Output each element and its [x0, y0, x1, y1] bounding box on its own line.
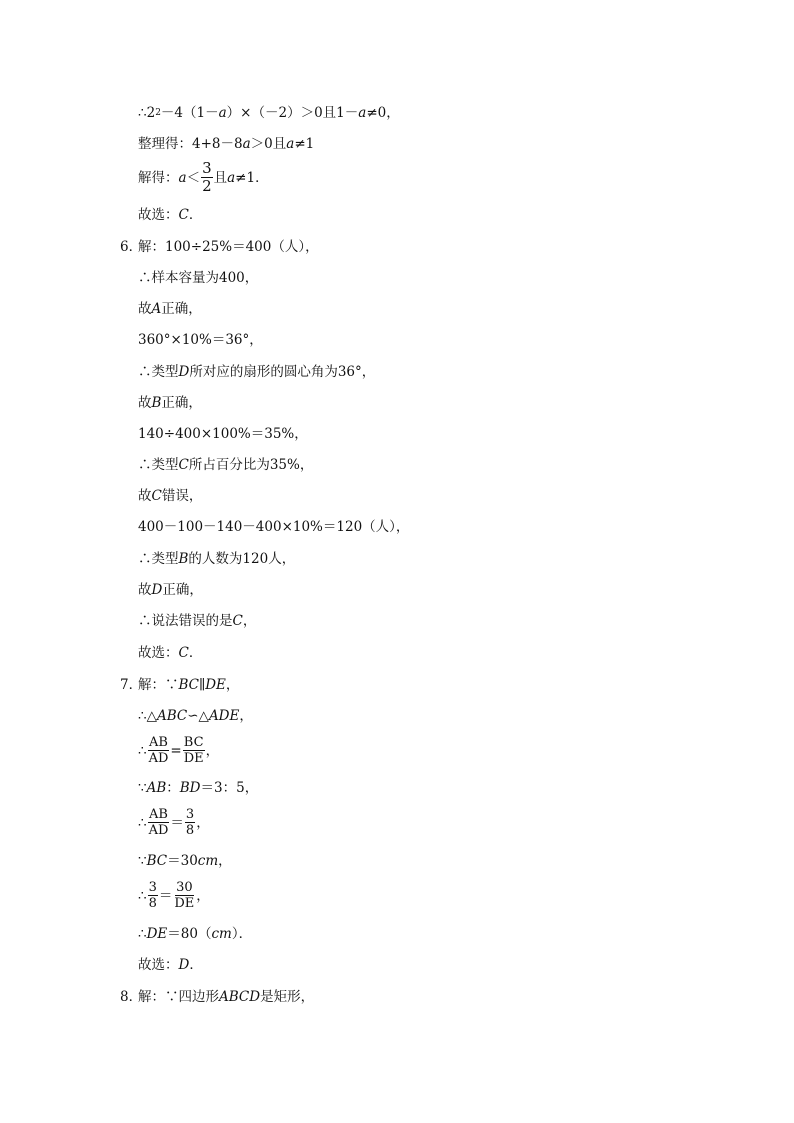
q6-line-6: 故 B 正确，: [138, 395, 202, 411]
q6-line-11: ∴类型 B 的人数为120人，: [138, 551, 296, 567]
q5-simplify-line: 整理得：4+8－8 a ＞0且 a ≠1: [138, 136, 315, 152]
q8-number: 8．: [120, 989, 143, 1005]
q5-solution-line: 解得： a ＜ $\frac{3}{2}$ 且 a ≠1．: [138, 159, 269, 195]
q7-line-2: ∴△ ABC ∽△ ADE ，: [138, 708, 253, 724]
q8-line-1: 解：∵四边形 ABCD 是矩形，: [138, 989, 315, 1005]
q7-line-1: 解：∵ BC∥DE ，: [138, 677, 240, 693]
q7-answer-line: 故选： D ．: [138, 957, 203, 973]
q6-line-10: 400－100－140－400×10%＝120（人），: [138, 519, 410, 535]
q7-line-6: ∵ BC ＝30 cm ，: [138, 853, 232, 869]
q6-line-7: 140÷400×100%＝35%，: [138, 426, 308, 442]
fraction-three-eighths: $\frac{3}{8}$: [185, 807, 195, 838]
q6-line-12: 故 D 正确，: [138, 582, 203, 598]
q6-line-8: ∴类型 C 所占百分比为35%，: [138, 457, 314, 473]
q7-line-4: ∵ AB ： BD ＝3：5，: [138, 780, 259, 796]
q6-line-2: ∴样本容量为400，: [138, 270, 259, 286]
fraction-ab-ad: $\frac{AB}{AD}$: [148, 735, 169, 766]
q7-line-5: ∴ $\frac{AB}{AD}$ ＝ $\frac{3}{8}$ ，: [138, 807, 210, 838]
q6-line-3: 故 A 正确，: [138, 301, 202, 317]
fraction-bc-de: $\frac{BC}{DE}$: [183, 735, 204, 766]
q6-number: 6．: [120, 239, 143, 255]
q5-inequality-line: ∴2 2 －4（1－ a ）×（－2）＞0且1－ a ≠0，: [138, 105, 400, 121]
q6-line-5: ∴类型 D 所对应的扇形的圆心角为36°，: [138, 364, 376, 380]
q6-line-13: ∴说法错误的是 C ，: [138, 613, 257, 629]
fraction-ab-ad: $\frac{AB}{AD}$: [148, 807, 169, 838]
fraction-three-halves: $\frac{3}{2}$: [202, 159, 212, 195]
fraction-three-eighths: $\frac{3}{8}$: [148, 880, 157, 911]
q7-line-7: ∴ $\frac{3}{8}$ ＝ $\frac{30}{DE}$ ，: [138, 880, 210, 911]
q7-number: 7．: [120, 677, 143, 693]
q6-line-9: 故 C 错误，: [138, 488, 203, 504]
q7-line-8: ∴ DE ＝80（ cm ）．: [138, 926, 253, 942]
fraction-thirty-de: $\frac{30}{DE}$: [174, 880, 195, 911]
q6-line-1: 解：100÷25%＝400（人），: [138, 239, 319, 255]
q6-line-4: 360°×10%＝36°，: [138, 332, 263, 348]
q6-answer-line: 故选： C ．: [138, 645, 203, 661]
q7-line-3: ∴ $\frac{AB}{AD}$ = $\frac{BC}{DE}$ ，: [138, 735, 220, 766]
q5-answer-line: 故选： C ．: [138, 207, 203, 223]
